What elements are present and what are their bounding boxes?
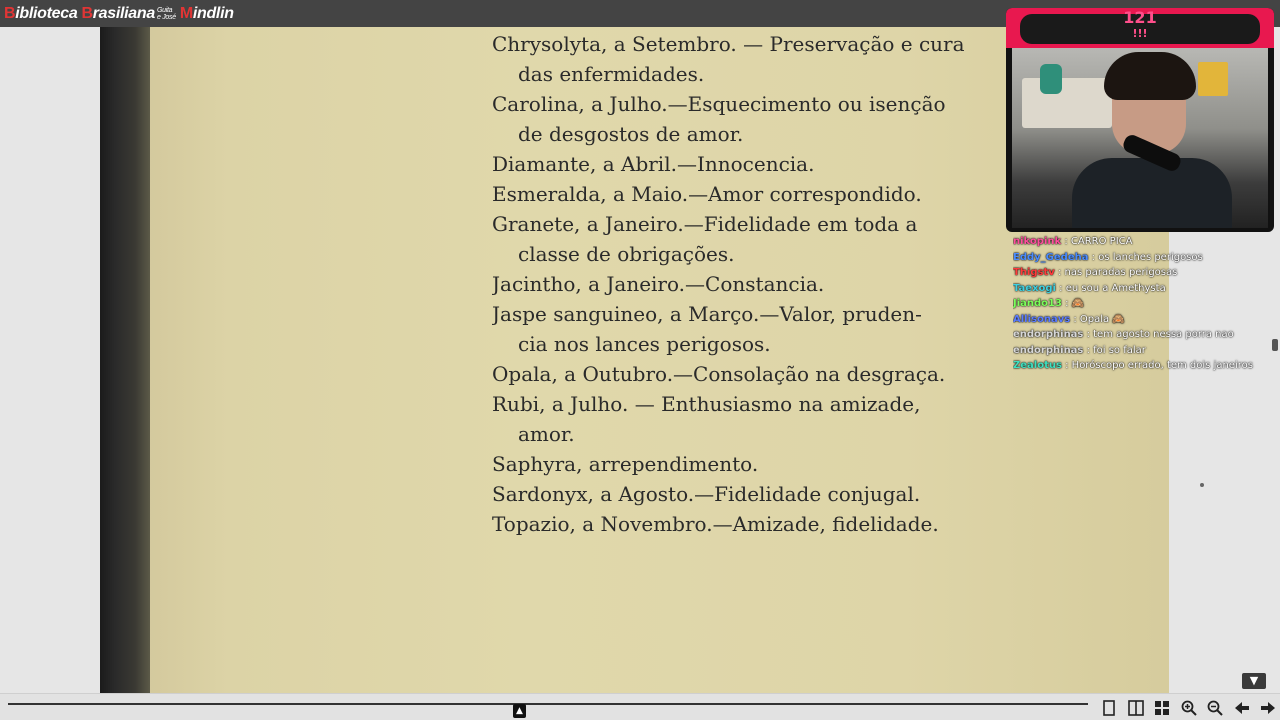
chat-username[interactable]: nikopink	[1013, 236, 1062, 247]
book-line: de desgostos de amor.	[518, 122, 744, 146]
chat-username[interactable]: Eddy_Gedeha	[1013, 251, 1089, 263]
chat-separator: :	[1061, 360, 1072, 371]
book-line: Diamante, a Abril.—Innocencia.	[492, 152, 815, 176]
chat-message	[1013, 296, 1277, 312]
chat-separator: :	[1061, 236, 1071, 247]
book-line: Chrysolyta, a Setembro. — Preservação e cura	[492, 32, 965, 56]
cat-figure	[1040, 64, 1062, 94]
chat-message	[1013, 250, 1277, 266]
chat-username[interactable]: Jiando13	[1013, 298, 1062, 309]
zoom-in-icon[interactable]	[1176, 698, 1203, 718]
chat-username[interactable]: Allisonavs	[1013, 313, 1071, 325]
chat-username[interactable]: endorphinas	[1013, 329, 1084, 340]
book-line: das enfermidades.	[518, 62, 705, 86]
logo-word-mindlin: indlin	[192, 5, 234, 22]
book-line: Rubi, a Julho. — Enthusiasmo na amizade,	[492, 392, 921, 416]
chat-message	[1013, 281, 1277, 297]
zoom-out-icon[interactable]	[1202, 698, 1229, 718]
streamer-hair	[1104, 52, 1196, 100]
bottom-toolbar	[0, 693, 1280, 720]
logo-letter-m: M	[179, 5, 193, 22]
chat-separator: :	[1054, 267, 1065, 278]
streamer-body	[1072, 158, 1232, 228]
single-page-icon[interactable]	[1096, 698, 1123, 718]
chat-overlay	[1013, 234, 1277, 374]
book-line: amor.	[518, 422, 575, 446]
chat-text: eu sou a Amethysta	[1065, 282, 1166, 294]
chat-separator: :	[1061, 298, 1072, 309]
book-spine	[100, 27, 150, 693]
book-line: Jacintho, a Janeiro.—Constancia.	[492, 272, 825, 296]
chat-separator: :	[1070, 313, 1080, 325]
chat-message	[1013, 343, 1277, 359]
chat-message	[1013, 327, 1277, 343]
webcam-overlay	[1006, 8, 1274, 232]
page-slider-handle[interactable]: ▲	[513, 704, 526, 718]
chat-separator: :	[1088, 251, 1099, 263]
chat-text: 🙈	[1071, 298, 1085, 309]
book-line: Saphyra, arrependimento.	[492, 452, 759, 476]
chat-message	[1013, 265, 1277, 281]
chat-text: Opala 🙈	[1079, 313, 1125, 325]
book-line: classe de obrigações.	[518, 242, 735, 266]
chat-text: tem agosto nessa porra nao	[1093, 329, 1234, 340]
logo-letter-b: B	[4, 5, 16, 22]
wall-poster	[1198, 62, 1228, 96]
chat-username[interactable]: endorphinas	[1013, 344, 1084, 356]
chat-text: CARRO PICA	[1070, 236, 1133, 247]
book-line: Granete, a Janeiro.—Fidelidade em toda a	[492, 212, 918, 236]
chat-username[interactable]: Taexogi	[1013, 282, 1056, 294]
chevron-down-icon[interactable]: ▼	[1242, 673, 1266, 689]
background-shelf	[1022, 78, 1112, 128]
viewer-tools	[1096, 698, 1280, 718]
chat-separator: :	[1083, 344, 1094, 356]
chat-message	[1013, 358, 1277, 374]
book-line: Esmeralda, a Maio.—Amor correspondido.	[492, 182, 922, 206]
chat-text: foi so falar	[1093, 344, 1146, 356]
logo-word-brasiliana: rasiliana	[92, 5, 155, 22]
chat-message	[1013, 312, 1277, 328]
chat-separator: :	[1083, 329, 1094, 340]
logo-letter-b2: B	[81, 5, 93, 22]
cam-header-bar	[1006, 8, 1274, 48]
book-line: Jaspe sanguineo, a Março.—Valor, pruden-	[492, 302, 922, 326]
previous-page-icon[interactable]	[1229, 698, 1256, 718]
chat-text: nas paradas perigosas	[1064, 267, 1178, 278]
cursor-dot	[1200, 483, 1204, 487]
next-page-icon[interactable]	[1255, 698, 1280, 718]
book-line: Opala, a Outubro.—Consolação na desgraça.	[492, 362, 946, 386]
site-logo[interactable]	[4, 3, 234, 25]
double-page-icon[interactable]	[1123, 698, 1150, 718]
logo-small-text: Guita e José	[156, 7, 176, 21]
book-line: Topazio, a Novembro.—Amizade, fidelidade.	[492, 512, 939, 536]
chat-text: os lanches perigosos	[1098, 251, 1203, 263]
chat-username[interactable]: Thigstv	[1013, 267, 1055, 278]
stream-counter: 121	[1123, 8, 1157, 27]
chat-text: Horóscopo errado, tem dois janeiros	[1071, 360, 1253, 371]
chat-separator: :	[1055, 282, 1066, 294]
grid-view-icon[interactable]	[1149, 698, 1176, 718]
book-line: Carolina, a Julho.—Esquecimento ou isenção	[492, 92, 946, 116]
book-line: Sardonyx, a Agosto.—Fidelidade conjugal.	[492, 482, 921, 506]
logo-word-biblioteca: iblioteca	[15, 5, 78, 22]
book-line: cia nos lances perigosos.	[518, 332, 771, 356]
chat-message	[1013, 234, 1277, 250]
stream-counter-sub: !!!	[1132, 27, 1148, 40]
webcam-video	[1012, 48, 1268, 228]
page-progress-track[interactable]	[8, 703, 1088, 705]
chat-username[interactable]: Zealotus	[1013, 360, 1062, 371]
